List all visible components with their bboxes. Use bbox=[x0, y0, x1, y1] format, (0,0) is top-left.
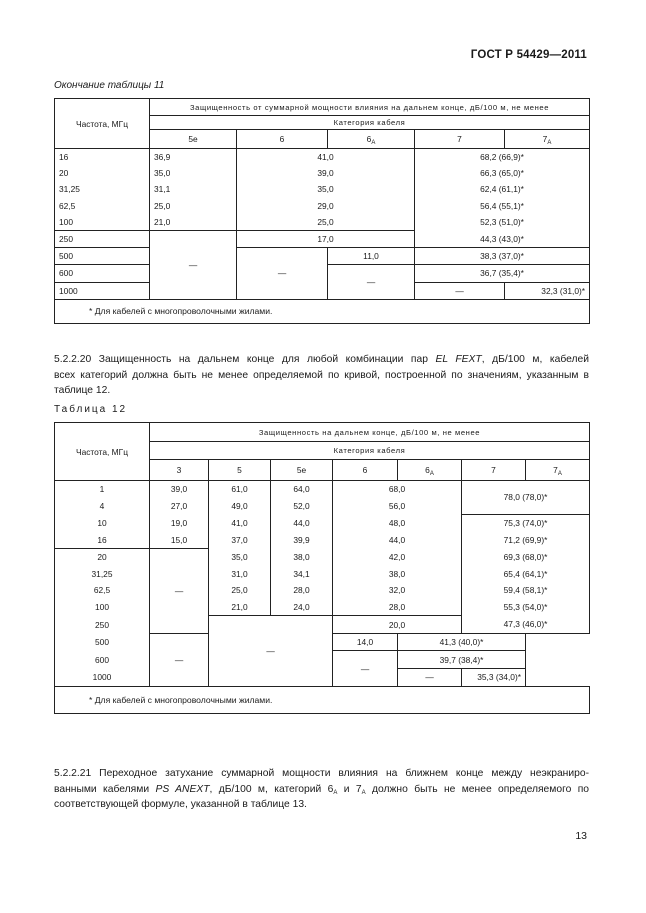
cat-5e: 5е bbox=[271, 460, 333, 481]
value-cell: 38,0 bbox=[271, 548, 333, 565]
freq-cell: 10 bbox=[55, 514, 150, 531]
freq-cell: 500 bbox=[55, 633, 150, 651]
freq-cell: 31,25 bbox=[55, 181, 150, 197]
value-cell: 36,9 bbox=[150, 149, 237, 166]
dash-cell: — bbox=[150, 633, 209, 686]
freq-cell: 31,25 bbox=[55, 565, 150, 582]
freq-cell: 100 bbox=[55, 214, 150, 231]
freq-cell: 16 bbox=[55, 149, 150, 166]
value-cell: 39,9 bbox=[271, 531, 333, 548]
cat-5e: 5е bbox=[150, 130, 237, 149]
value-cell: 52,0 bbox=[271, 498, 333, 515]
table12-footnote: * Для кабелей с многопроволочными жилами. bbox=[55, 686, 590, 713]
cat-7: 7 bbox=[415, 130, 505, 149]
value-cell: 41,0 bbox=[237, 149, 415, 166]
value-cell: 39,0 bbox=[150, 481, 209, 498]
value-cell: 56,0 bbox=[333, 498, 462, 515]
value-cell: 42,0 bbox=[333, 548, 462, 565]
table-11 bbox=[54, 98, 590, 324]
cat-5: 5 bbox=[209, 460, 271, 481]
table-row bbox=[55, 599, 590, 616]
table11-caption: Окончание таблицы 11 bbox=[54, 80, 165, 91]
value-cell: 65,4 (64,1)* bbox=[462, 565, 590, 582]
value-cell: 28,0 bbox=[333, 599, 462, 616]
value-cell: 75,3 (74,0)* bbox=[462, 514, 590, 531]
freq-cell: 4 bbox=[55, 498, 150, 515]
value-cell: 69,3 (68,0)* bbox=[462, 548, 590, 565]
main-header: Защищенность на дальнем конце, дБ/100 м, не менее bbox=[150, 423, 590, 442]
freq-header: Частота, МГц bbox=[55, 99, 150, 149]
value-cell: 27,0 bbox=[150, 498, 209, 515]
table-row bbox=[55, 248, 590, 265]
value-cell: 35,0 bbox=[150, 165, 237, 181]
table-row bbox=[55, 548, 590, 565]
value-cell: 61,0 bbox=[209, 481, 271, 498]
cat-7a: $7_A$ bbox=[526, 460, 590, 481]
table-12 bbox=[54, 422, 590, 714]
value-cell: 47,3 (46,0)* bbox=[462, 616, 590, 634]
dash-cell: — bbox=[209, 616, 333, 686]
value-cell: 19,0 bbox=[150, 514, 209, 531]
freq-cell: 20 bbox=[55, 165, 150, 181]
value-cell: 32,3 (31,0)* bbox=[505, 282, 590, 299]
freq-cell: 1 bbox=[55, 481, 150, 498]
value-cell: 64,0 bbox=[271, 481, 333, 498]
freq-cell: 250 bbox=[55, 616, 150, 634]
value-cell: 28,0 bbox=[271, 582, 333, 599]
value-cell: 39,0 bbox=[237, 165, 415, 181]
table-row bbox=[55, 149, 590, 166]
value-cell: 31,0 bbox=[209, 565, 271, 582]
table-row bbox=[55, 531, 590, 548]
value-cell: 15,0 bbox=[150, 531, 209, 548]
value-cell: 24,0 bbox=[271, 599, 333, 616]
value-cell: 38,0 bbox=[333, 565, 462, 582]
freq-cell: 20 bbox=[55, 548, 150, 565]
freq-cell: 600 bbox=[55, 265, 150, 282]
value-cell: 44,0 bbox=[333, 531, 462, 548]
value-cell: 71,2 (69,9)* bbox=[462, 531, 590, 548]
value-cell: — bbox=[415, 282, 505, 299]
value-cell: 55,3 (54,0)* bbox=[462, 599, 590, 616]
dash-cell: — bbox=[150, 230, 237, 299]
value-cell: 48,0 bbox=[333, 514, 462, 531]
value-cell: 35,0 bbox=[209, 548, 271, 565]
value-cell: 38,3 (37,0)* bbox=[415, 248, 590, 265]
table-row bbox=[55, 582, 590, 599]
freq-cell: 62,5 bbox=[55, 582, 150, 599]
cat-7: 7 bbox=[462, 460, 526, 481]
value-cell: 78,0 (78,0)* bbox=[462, 481, 590, 515]
value-cell: 44,3 (43,0)* bbox=[415, 230, 590, 247]
value-cell: 35,3 (34,0)* bbox=[462, 669, 526, 687]
table-row bbox=[55, 565, 590, 582]
value-cell: 68,2 (66,9)* bbox=[415, 149, 590, 166]
freq-cell: 100 bbox=[55, 599, 150, 616]
document-header: ГОСТ Р 54429—2011 bbox=[470, 49, 587, 61]
value-cell: 39,7 (38,4)* bbox=[398, 651, 526, 669]
value-cell: 66,3 (65,0)* bbox=[415, 165, 590, 181]
value-cell: 62,4 (61,1)* bbox=[415, 181, 590, 197]
cat-3: 3 bbox=[150, 460, 209, 481]
value-cell: 20,0 bbox=[333, 616, 462, 634]
value-cell: 52,3 (51,0)* bbox=[415, 214, 590, 231]
page-number: 13 bbox=[575, 830, 587, 842]
value-cell: 59,4 (58,1)* bbox=[462, 582, 590, 599]
dash-cell: — bbox=[150, 548, 209, 633]
value-cell: 21,0 bbox=[209, 599, 271, 616]
freq-cell: 62,5 bbox=[55, 198, 150, 214]
value-cell: 36,7 (35,4)* bbox=[415, 265, 590, 282]
value-cell: 35,0 bbox=[237, 181, 415, 197]
table-row bbox=[55, 165, 590, 181]
main-header: Защищенность от суммарной мощности влияния на дальнем конце, дБ/100 м, не менее bbox=[150, 99, 590, 116]
value-cell: 25,0 bbox=[150, 198, 237, 214]
table-row bbox=[55, 481, 590, 498]
freq-cell: 500 bbox=[55, 248, 150, 265]
value-cell: 44,0 bbox=[271, 514, 333, 531]
value-cell: 56,4 (55,1)* bbox=[415, 198, 590, 214]
table12-caption: Таблица 12 bbox=[54, 404, 128, 415]
value-cell: 34,1 bbox=[271, 565, 333, 582]
freq-cell: 16 bbox=[55, 531, 150, 548]
dash-cell: — bbox=[237, 248, 328, 300]
value-cell: 41,3 (40,0)* bbox=[398, 633, 526, 651]
table-row bbox=[55, 214, 590, 231]
cat-7a: $7_A$ bbox=[505, 130, 590, 149]
value-cell: 31,1 bbox=[150, 181, 237, 197]
cat-6a: $6_A$ bbox=[398, 460, 462, 481]
dash-cell: — bbox=[328, 265, 415, 299]
table-row bbox=[55, 230, 590, 247]
cat-6: 6 bbox=[237, 130, 328, 149]
table-row bbox=[55, 616, 590, 634]
value-cell: 41,0 bbox=[209, 514, 271, 531]
value-cell: 29,0 bbox=[237, 198, 415, 214]
category-header: Категория кабеля bbox=[150, 442, 590, 460]
category-header: Категория кабеля bbox=[150, 116, 590, 130]
freq-cell: 1000 bbox=[55, 282, 150, 299]
freq-cell: 250 bbox=[55, 230, 150, 247]
cat-6a: $6_A$ bbox=[328, 130, 415, 149]
value-cell: 21,0 bbox=[150, 214, 237, 231]
value-cell: 11,0 bbox=[328, 248, 415, 265]
value-cell: 25,0 bbox=[209, 582, 271, 599]
value-cell: 49,0 bbox=[209, 498, 271, 515]
table-row bbox=[55, 514, 590, 531]
value-cell: 14,0 bbox=[333, 633, 398, 651]
table11-footnote: * Для кабелей с многопроволочными жилами. bbox=[55, 299, 590, 323]
paragraph-5-2-2-20: 5.2.2.20 Защищенность на дальнем конце для любой комбинации пар EL FEXT, дБ/100 м, кабелей всех категорий должна быть не менее определяемой по кривой, построенной по значениям, указанным в таблице 12. bbox=[54, 354, 589, 396]
value-cell: 68,0 bbox=[333, 481, 462, 498]
freq-cell: 1000 bbox=[55, 669, 150, 687]
value-cell: 32,0 bbox=[333, 582, 462, 599]
freq-header: Частота, МГц bbox=[55, 423, 150, 481]
freq-cell: 600 bbox=[55, 651, 150, 669]
dash-cell: — bbox=[333, 651, 398, 686]
value-cell: — bbox=[398, 669, 462, 687]
value-cell: 25,0 bbox=[237, 214, 415, 231]
table-row bbox=[55, 181, 590, 197]
paragraph-5-2-2-21: 5.2.2.21 Переходное затухание суммарной мощности влияния на ближнем конце между неэкраниро- ванными кабелями PS ANEXT, дБ/100 м, категорий $6_A$ и $7_A$ должно быть не менее определяемого по соответствующей формуле, указанной в таблице 13. bbox=[54, 768, 589, 810]
table-row bbox=[55, 198, 590, 214]
cat-6: 6 bbox=[333, 460, 398, 481]
value-cell: 17,0 bbox=[237, 230, 415, 247]
value-cell: 37,0 bbox=[209, 531, 271, 548]
